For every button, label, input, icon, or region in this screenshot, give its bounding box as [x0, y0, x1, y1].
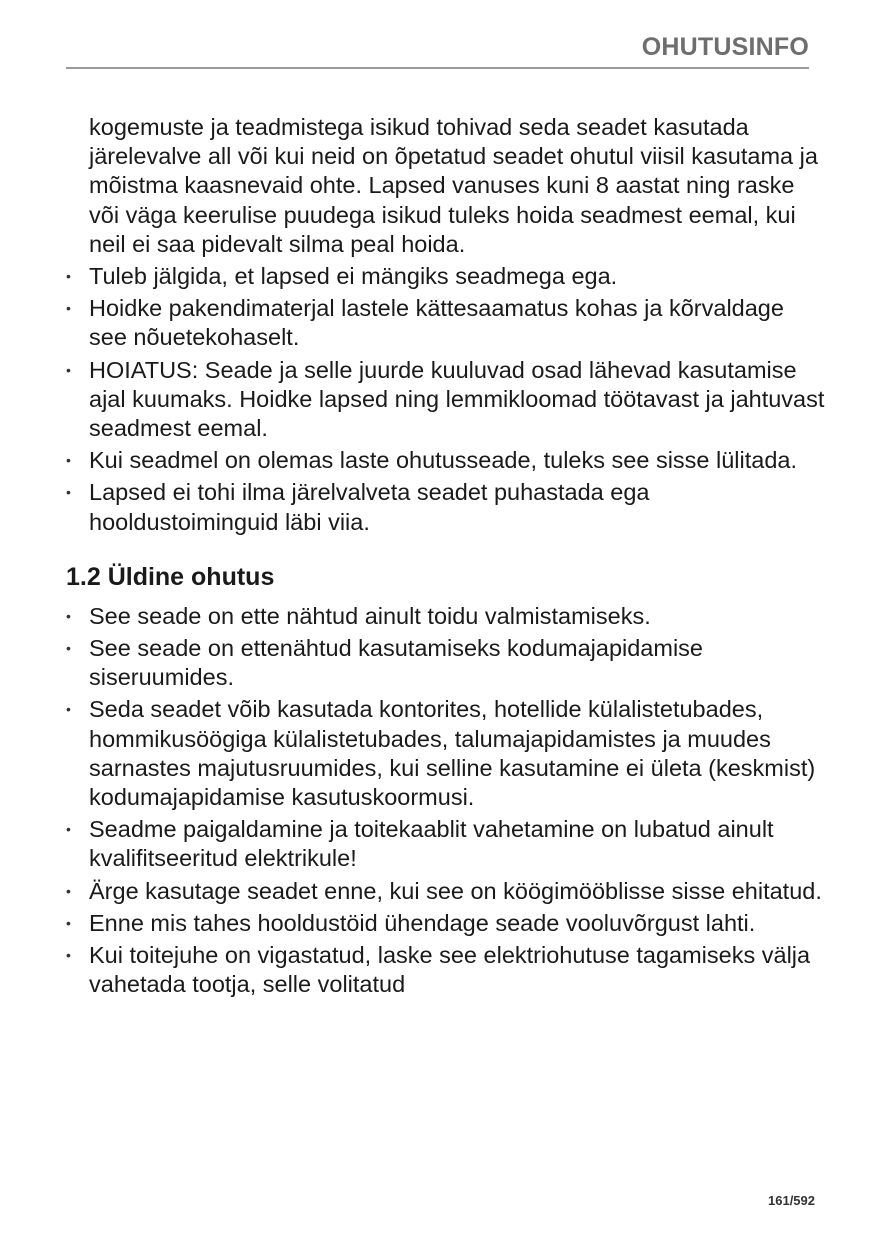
list-item: • See seade on ettenähtud kasutamiseks kodumajapidamise siseruumides.	[66, 635, 703, 691]
bullet-icon: •	[66, 361, 71, 378]
bullet-icon: •	[66, 300, 71, 317]
list-item: • Ärge kasutage seadet enne, kui see on köögimööblisse sisse ehitatud.	[66, 877, 826, 906]
bullet-icon: •	[66, 484, 71, 501]
list-item: • Lapsed ei tohi ilma järelvalveta seadet puhastada ega hooldustoiminguid läbi viia.	[66, 479, 650, 535]
bullet-icon: •	[66, 947, 71, 964]
bullet-icon: •	[66, 821, 71, 838]
list-item: • Kui seadmel on olemas laste ohutusseade, tuleks see sisse lülitada.	[66, 446, 826, 475]
header-divider	[66, 67, 809, 69]
list-item: • Seda seadet võib kasutada kontorites, hotellide külalistetubades, hommikusöögiga külalistetubades, talumajapidamistes ja muudes sarnastes majutusruumides, kui selline kasutamine ei ületa (keskmist) kodumajapidamise kasutuskoormusi.	[66, 696, 816, 811]
page-number: 161/592	[768, 1193, 815, 1208]
page-header-title: OHUTUSINFO	[641, 33, 809, 61]
list-item: • Seadme paigaldamine ja toitekaablit vahetamine on lubatud ainult kvalifitseeritud elektrikule!	[66, 816, 774, 872]
general-safety-list	[66, 602, 826, 1000]
child-safety-list	[66, 262, 826, 537]
list-item: • Tuleb jälgida, et lapsed ei mängiks seadmega ega.	[66, 262, 826, 291]
bullet-icon: •	[66, 268, 71, 285]
section-heading: 1.2 Üldine ohutus	[66, 562, 275, 591]
list-item: • HOIATUS: Seade ja selle juurde kuuluvad osad lähevad kasutamise ajal kuumaks. Hoidke lapsed ning lemmikloomad töötavast ja jahtuvast seadmest eemal.	[66, 356, 825, 442]
intro-paragraph: kogemuste ja teadmistega isikud tohivad seda seadet kasutada järelevalve all või kui neid on õpetatud seadet ohutul viisil kasutama ja mõistma kaasnevaid ohte. Lapsed vanuses kuni 8 aastat ning raske või väga keerulise puudega isikud tuleks hoida seadmest eemal, kui neil ei saa pidevalt silma peal hoida.	[89, 114, 818, 257]
list-item: • See seade on ette nähtud ainult toidu valmistamiseks.	[66, 602, 826, 631]
list-item: • Hoidke pakendimaterjal lastele kättesaamatus kohas ja kõrvaldage see nõuetekohaselt.	[66, 295, 784, 351]
bullet-icon: •	[66, 914, 71, 931]
bullet-icon: •	[66, 882, 71, 899]
bullet-icon: •	[66, 452, 71, 469]
list-item: • Kui toitejuhe on vigastatud, laske see elektriohutuse tagamiseks välja vahetada tootja, selle volitatud	[66, 942, 811, 998]
bullet-icon: •	[66, 640, 71, 657]
page-content	[66, 113, 826, 999]
bullet-icon: •	[66, 701, 71, 718]
list-item: • Enne mis tahes hooldustöid ühendage seade vooluvõrgust lahti.	[66, 909, 826, 938]
bullet-icon: •	[66, 607, 71, 624]
